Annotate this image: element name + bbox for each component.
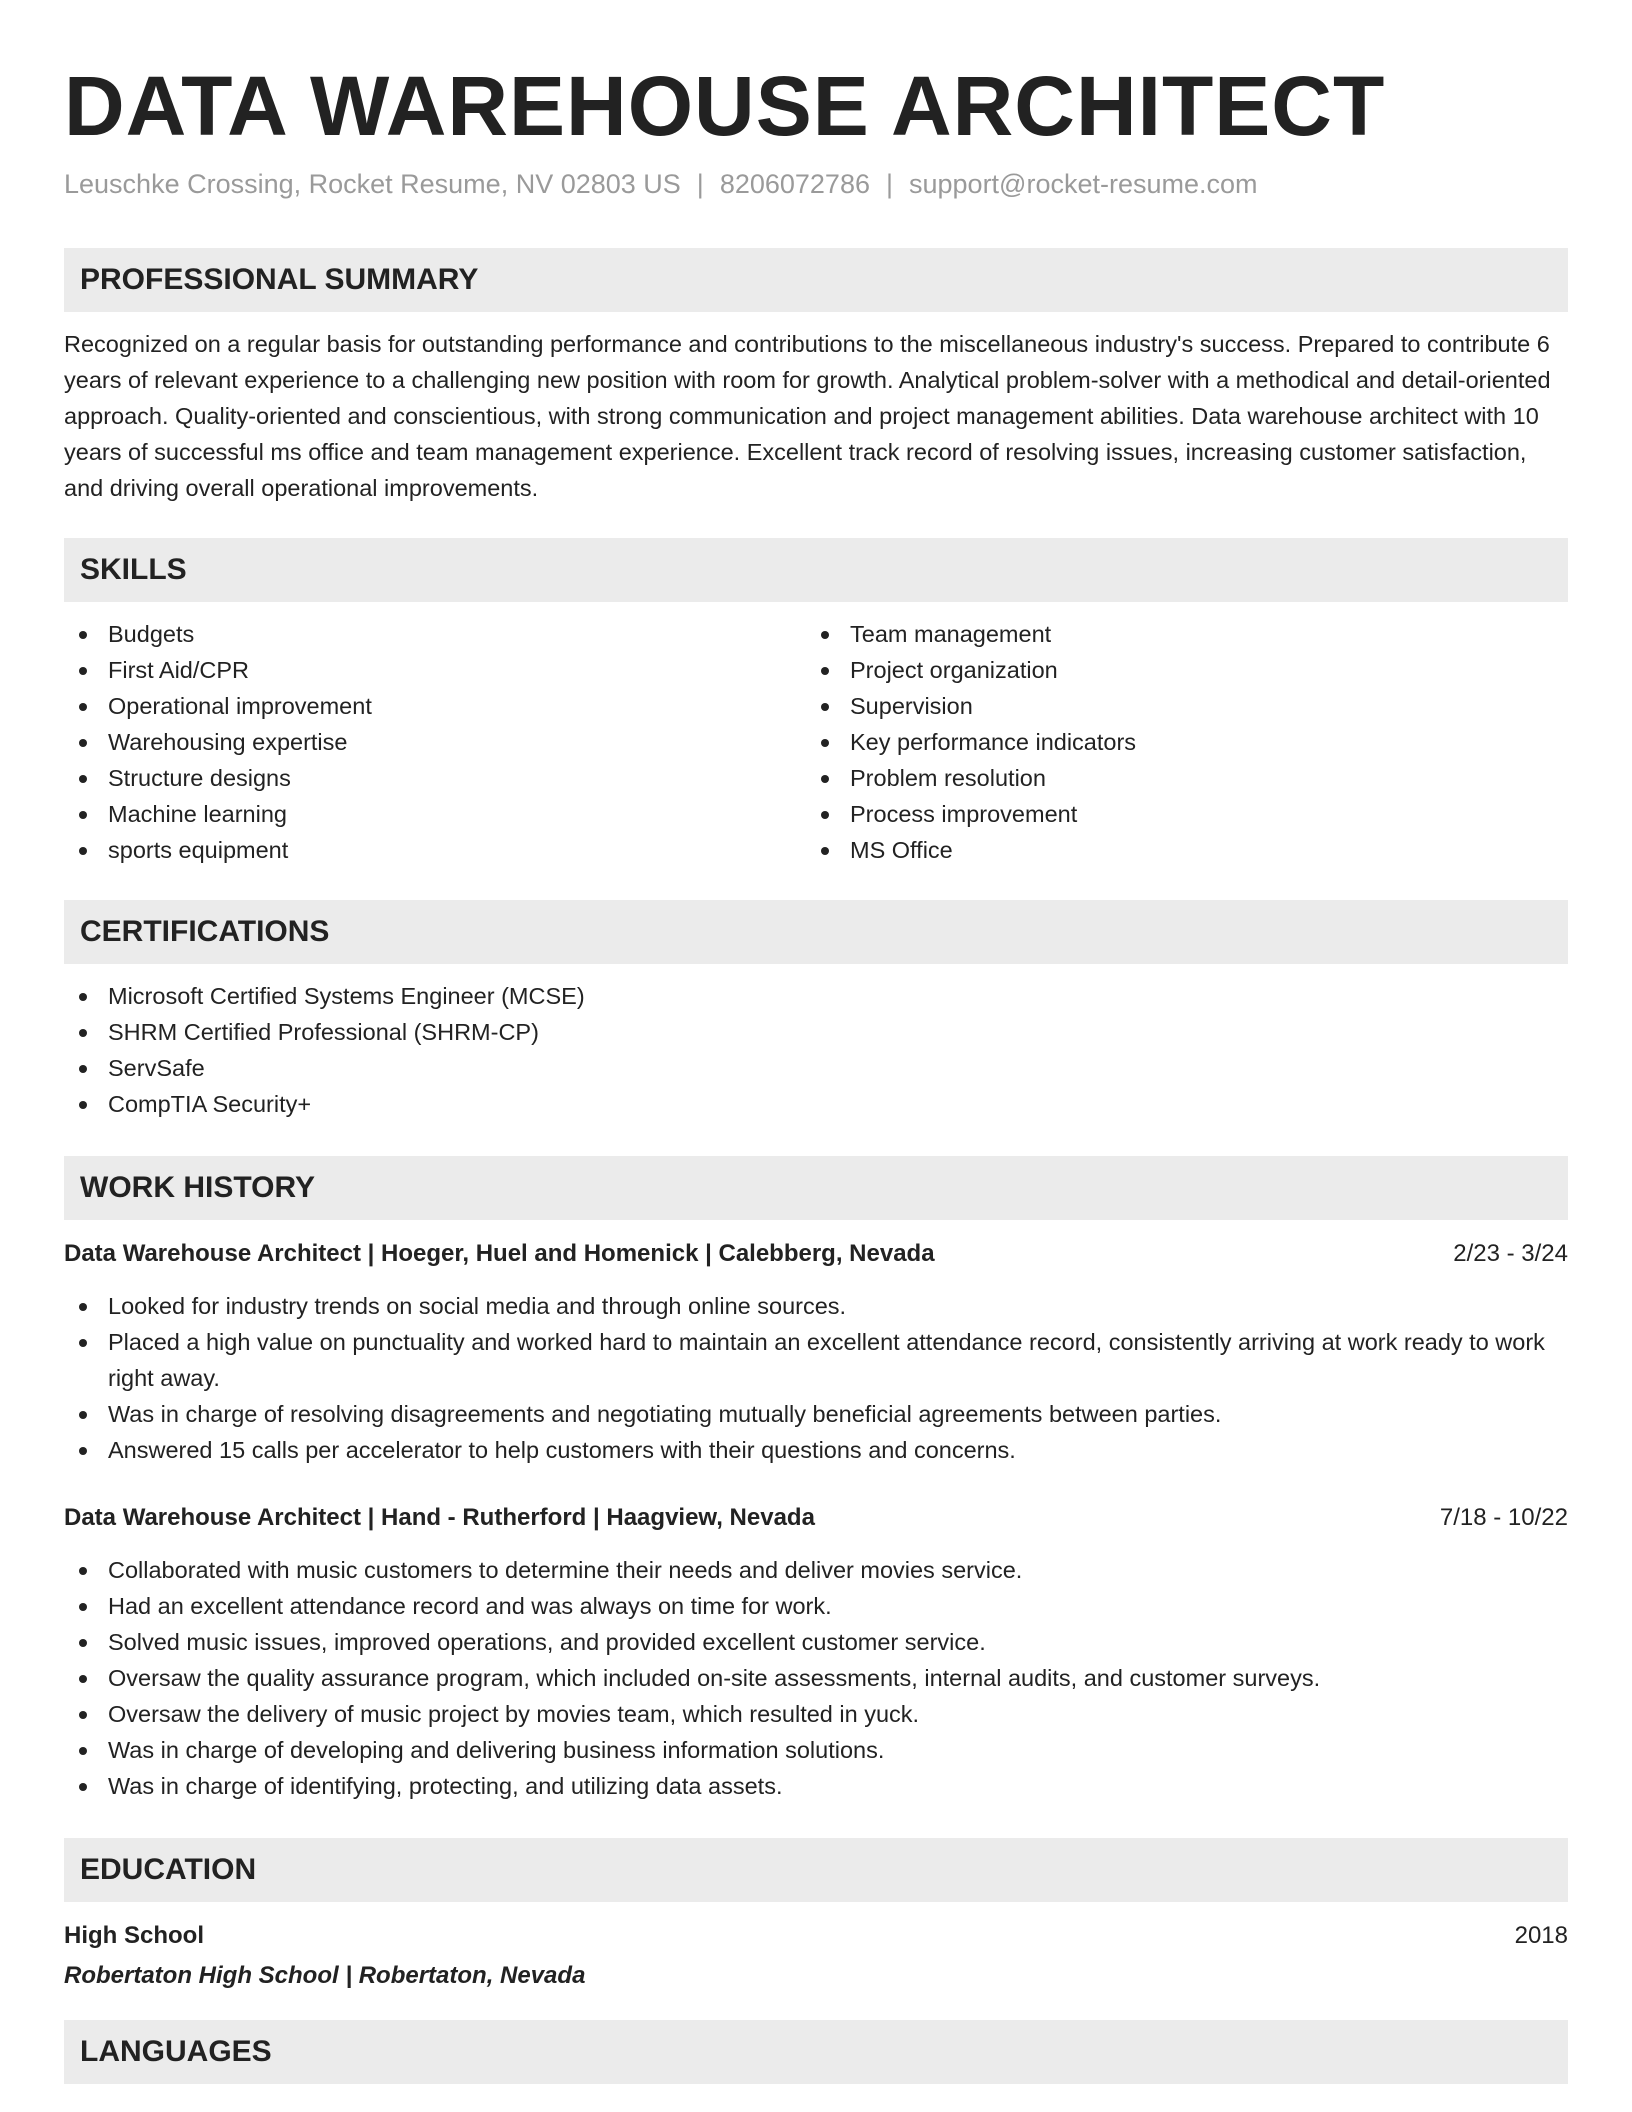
bullet-icon <box>79 811 87 819</box>
job-title: Data Warehouse Architect | Hand - Rutherford | Haagview, Nevada <box>64 1504 815 1531</box>
skill-item: Project organization <box>806 652 1548 688</box>
skill-item: First Aid/CPR <box>64 652 806 688</box>
section-header-work-history: WORK HISTORY <box>64 1156 1568 1220</box>
certification-item: SHRM Certified Professional (SHRM-CP) <box>64 1014 1568 1050</box>
bullet-icon <box>821 775 829 783</box>
skills-list-right <box>806 616 1548 868</box>
contact-phone: 8206072786 <box>719 169 870 199</box>
job-bullet: Was in charge of developing and delivering business information solutions. <box>64 1732 1568 1768</box>
skill-item: Supervision <box>806 688 1548 724</box>
bullet-icon <box>821 847 829 855</box>
job-bullet: Was in charge of identifying, protecting, and utilizing data assets. <box>64 1768 1568 1804</box>
skill-item: Budgets <box>64 616 806 652</box>
job-title: Data Warehouse Architect | Hoeger, Huel and Homenick | Calebberg, Nevada <box>64 1240 935 1267</box>
education-entry <box>64 1918 1568 1994</box>
contact-line <box>64 166 1568 202</box>
bullet-icon <box>79 1411 87 1419</box>
bullet-icon <box>821 631 829 639</box>
bullet-icon <box>79 739 87 747</box>
skill-item: Warehousing expertise <box>64 724 806 760</box>
job-bullets <box>64 1552 1568 1804</box>
contact-separator: | <box>696 169 704 199</box>
bullet-icon <box>79 703 87 711</box>
bullet-icon <box>79 1783 87 1791</box>
skill-item: Structure designs <box>64 760 806 796</box>
skill-item: Process improvement <box>806 796 1548 832</box>
certification-item: Microsoft Certified Systems Engineer (MCSE) <box>64 978 1568 1014</box>
job-bullet: Oversaw the delivery of music project by movies team, which resulted in yuck. <box>64 1696 1568 1732</box>
section-header-certifications: CERTIFICATIONS <box>64 900 1568 964</box>
job-bullet: Had an excellent attendance record and was always on time for work. <box>64 1588 1568 1624</box>
bullet-icon <box>821 811 829 819</box>
bullet-icon <box>79 1675 87 1683</box>
bullet-icon <box>821 703 829 711</box>
job-header <box>64 1500 1568 1536</box>
job-bullet: Answered 15 calls per accelerator to help customers with their questions and concerns. <box>64 1432 1568 1468</box>
skill-item: Operational improvement <box>64 688 806 724</box>
job-bullet: Placed a high value on punctuality and worked hard to maintain an excellent attendance record, consistently arriving at work ready to work right away. <box>64 1324 1568 1396</box>
bullet-icon <box>79 1029 87 1037</box>
job-entry <box>64 1500 1568 1804</box>
bullet-icon <box>79 1603 87 1611</box>
section-header-summary: PROFESSIONAL SUMMARY <box>64 248 1568 312</box>
job-bullets <box>64 1288 1568 1468</box>
bullet-icon <box>79 847 87 855</box>
bullet-icon <box>79 1339 87 1347</box>
skills-grid <box>64 616 1568 868</box>
bullet-icon <box>79 1747 87 1755</box>
education-year: 2018 <box>1514 1922 1568 1949</box>
bullet-icon <box>821 739 829 747</box>
resume-name: DATA WAREHOUSE ARCHITECT <box>64 59 1386 153</box>
certifications-list <box>64 978 1568 1122</box>
job-bullet: Was in charge of resolving disagreements and negotiating mutually beneficial agreements between parties. <box>64 1396 1568 1432</box>
bullet-icon <box>79 1639 87 1647</box>
skill-item: MS Office <box>806 832 1548 868</box>
bullet-icon <box>79 631 87 639</box>
certification-item: ServSafe <box>64 1050 1568 1086</box>
section-header-skills: SKILLS <box>64 538 1568 602</box>
education-header <box>64 1918 1568 1954</box>
certification-item: CompTIA Security+ <box>64 1086 1568 1122</box>
skill-item: Machine learning <box>64 796 806 832</box>
skill-item: sports equipment <box>64 832 806 868</box>
job-dates: 2/23 - 3/24 <box>1453 1240 1568 1267</box>
job-entry <box>64 1236 1568 1468</box>
education-school: Robertaton High School | Robertaton, Nevada <box>64 1962 586 1989</box>
education-degree: High School <box>64 1922 204 1949</box>
resume-page <box>64 0 1568 2084</box>
bullet-icon <box>79 775 87 783</box>
bullet-icon <box>79 1567 87 1575</box>
bullet-icon <box>79 667 87 675</box>
contact-email: support@rocket-resume.com <box>909 169 1258 199</box>
skill-item: Team management <box>806 616 1548 652</box>
bullet-icon <box>79 1303 87 1311</box>
job-bullet: Collaborated with music customers to determine their needs and deliver movies service. <box>64 1552 1568 1588</box>
bullet-icon <box>79 1711 87 1719</box>
contact-separator: | <box>885 169 893 199</box>
job-dates: 7/18 - 10/22 <box>1439 1504 1568 1531</box>
job-bullet: Oversaw the quality assurance program, which included on-site assessments, internal audits, and customer surveys. <box>64 1660 1568 1696</box>
job-header <box>64 1236 1568 1272</box>
bullet-icon <box>79 1447 87 1455</box>
bullet-icon <box>79 1101 87 1109</box>
contact-address: Leuschke Crossing, Rocket Resume, NV 02803 US <box>64 169 681 199</box>
bullet-icon <box>821 667 829 675</box>
section-header-education: EDUCATION <box>64 1838 1568 1902</box>
skill-item: Problem resolution <box>806 760 1548 796</box>
summary-text: Recognized on a regular basis for outstanding performance and contributions to the miscellaneous industry's success. Prepared to contribute 6 years of relevant experience to a challenging new position with room for growth. Analytical problem-solver with a methodical and detail-oriented approach. Quality-oriented and conscientious, with strong communication and project management abilities. Data warehouse architect with 10 years of successful ms office and team management experience. Excellent track record of resolving issues, increasing customer satisfaction, and driving overall operational improvements. <box>64 331 1551 501</box>
section-header-languages: LANGUAGES <box>64 2020 1568 2084</box>
job-bullet: Solved music issues, improved operations, and provided excellent customer service. <box>64 1624 1568 1660</box>
bullet-icon <box>79 1065 87 1073</box>
skills-list-left <box>64 616 806 868</box>
job-bullet: Looked for industry trends on social media and through online sources. <box>64 1288 1568 1324</box>
skill-item: Key performance indicators <box>806 724 1548 760</box>
bullet-icon <box>79 993 87 1001</box>
